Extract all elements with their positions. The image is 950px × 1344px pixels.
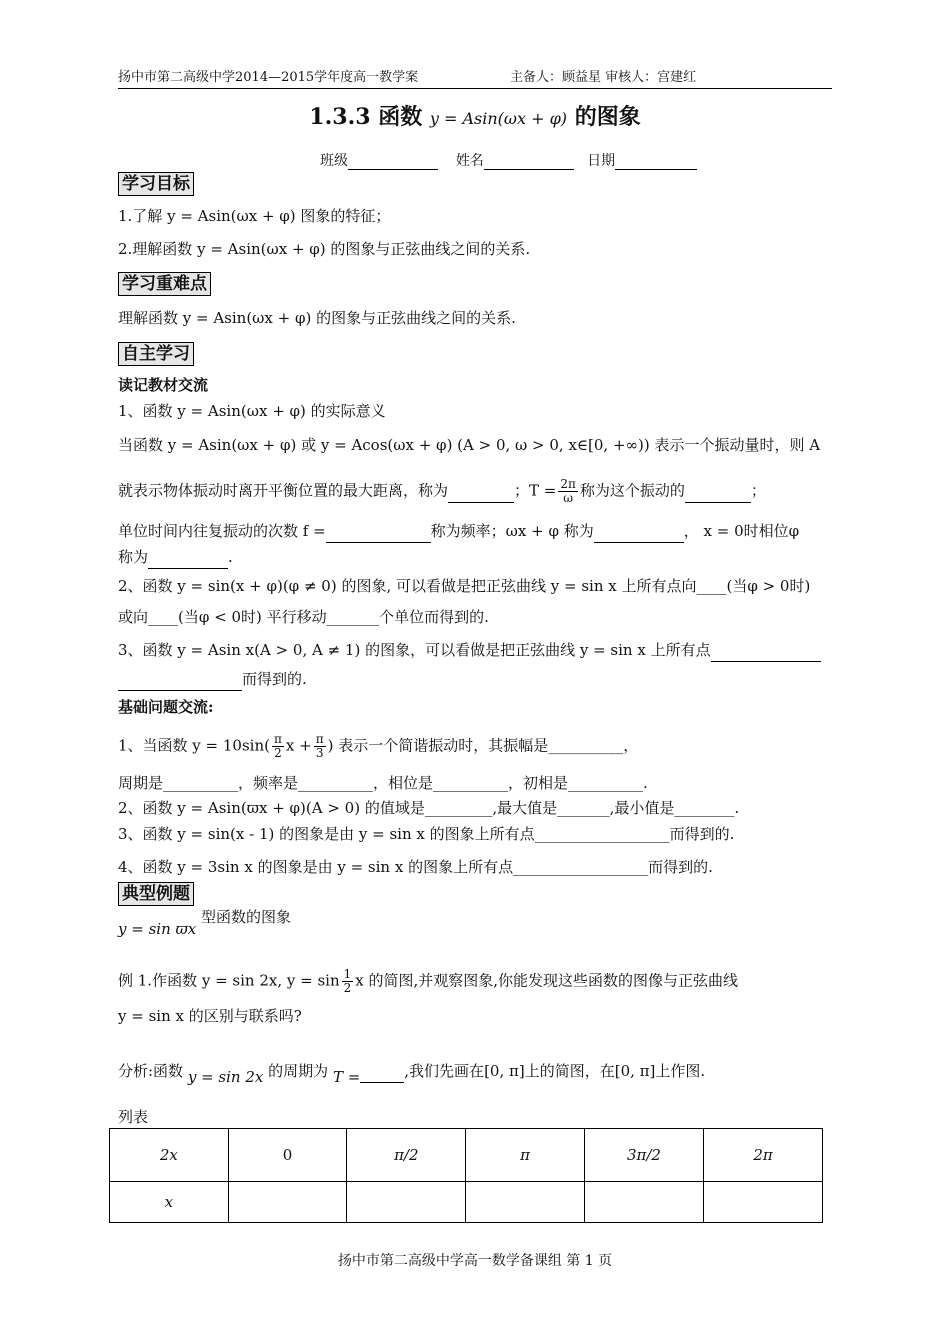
table-row [110,1182,823,1223]
blank-amplitude[interactable] [448,480,514,503]
table-cell: π [466,1129,585,1182]
name-label: 姓名 [455,153,484,169]
reading-line-9: 而得到的. [118,668,832,691]
table-cell-empty[interactable] [704,1182,823,1223]
section-goals: 学习目标 [118,172,194,196]
page-footer: 扬中市第二高级中学高一数学备课组 第 1 页 [337,1253,613,1269]
reading-heading: 读记教材交流 [118,376,209,394]
basic-q2: 2、函数 y = Asin(ϖx + φ)(A > 0) 的值域是_________,最大值是_______,最小值是________. [118,799,740,817]
reading-line-5: 称为 . [118,546,832,569]
period-fraction: $\frac{2\pi}{\omega}$ [560,477,576,505]
name-field[interactable] [484,153,574,170]
example-1: 例 1.作函数 y = sin 2x, y = sin $\frac{1}{2}$ x 的简图,并观察图象,你能发现这些函数的图像与正弦曲线 [118,967,739,995]
header-left: 扬中市第二高级中学2014—2015学年度高一教学案 [118,70,419,85]
blank-period[interactable] [685,480,751,503]
section-key-points: 学习重难点 [118,272,211,296]
reading-line-4: 单位时间内往复振动的次数 f = 称为频率；ωx + φ 称为 ， x = 0时相位φ [118,520,832,543]
basic-q4: 4、函数 y = 3sin x 的图象是由 y = sin x 的图象上所有点__________________而得到的. [118,858,713,876]
table-cell-empty[interactable] [228,1182,347,1223]
value-table [109,1128,823,1223]
date-field[interactable] [615,153,697,170]
section-self-study: 自主学习 [118,342,194,366]
table-row [110,1129,823,1182]
title-formula: y = Asin(ωx + φ) [429,109,568,128]
table-cell: 3π/2 [584,1129,703,1182]
section-examples: 典型例题 [118,882,194,906]
blank-q3b[interactable] [118,668,242,691]
blank-q3a[interactable] [711,639,821,662]
example-1-cont: y = sin x 的区别与联系吗? [118,1007,302,1025]
student-info [320,150,697,170]
page-title [0,100,950,131]
table-cell: π/2 [347,1129,466,1182]
example-type: y = sin ϖx 型函数的图象 [118,908,291,938]
table-cell: 2x [110,1129,229,1182]
reading-line-3: 就表示物体振动时离开平衡位置的最大距离，称为 ；T = $\frac{2\pi}{\omega}$ 称为这个振动的 ； [118,477,766,505]
basic-q1: 1、当函数 y = 10sin( $\frac{\pi}{2}$ x + $\frac{\pi}{3}$ ) 表示一个简谐振动时，其振幅是__________， [118,732,639,760]
reading-line-8: 3、函数 y = Asin x(A > 0, A ≠ 1) 的图象，可以看做是把正弦曲线 y = sin x 上所有点 [118,639,832,662]
blank-frequency[interactable] [326,520,431,543]
reading-line-2: 当函数 y = Asin(ωx + φ) 或 y = Acos(ωx + φ) (A > 0, ω > 0, x∈[0, +∞)) 表示一个振动量时，则 A [118,436,821,454]
table-cell: x [110,1182,229,1223]
reading-line-1: 1、函数 y = Asin(ωx + φ) 的实际意义 [118,402,386,420]
title-suffix: 的图象 [574,104,641,130]
list-label: 列表 [118,1108,149,1126]
reading-line-7: 或向____(当φ < 0时) 平行移动_______个单位而得到的. [118,608,489,626]
blank-period-answer[interactable] [360,1060,404,1083]
goal-1: 1.了解 y = Asin(ωx + φ) 图象的特征； [118,207,391,225]
class-label: 班级 [320,153,348,169]
header-right: 主备人：顾益星 审核人：宫建红 [510,70,697,85]
class-field[interactable] [348,153,438,170]
table-cell-empty[interactable] [466,1182,585,1223]
blank-phase[interactable] [594,520,684,543]
table-cell-empty[interactable] [347,1182,466,1223]
key-text: 理解函数 y = Asin(ωx + φ) 的图象与正弦曲线之间的关系. [118,309,516,327]
goal-2: 2.理解函数 y = Asin(ωx + φ) 的图象与正弦曲线之间的关系. [118,240,531,258]
table-cell: 0 [228,1129,347,1182]
page-header [118,66,832,89]
blank-initial-phase[interactable] [148,546,228,569]
basic-heading: 基础问题交流: [118,698,214,716]
title-prefix: 1.3.3 函数 [309,104,423,130]
table-cell: 2π [704,1129,823,1182]
table-cell-empty[interactable] [584,1182,703,1223]
date-label: 日期 [587,153,616,169]
reading-line-6: 2、函数 y = sin(x + φ)(φ ≠ 0) 的图象, 可以看做是把正弦曲线 y = sin x 上所有点向____(当φ > 0时) [118,577,811,595]
analysis: 分析:函数 y = sin 2x 的周期为 T = ,我们先画在[0, π]上的简图，在[0, π]上作图. [118,1062,706,1086]
basic-q1-cont: 周期是__________，频率是__________，相位是__________，初相是__________. [118,774,648,792]
basic-q3: 3、函数 y = sin(x - 1) 的图象是由 y = sin x 的图象上所有点__________________而得到的. [118,825,735,843]
